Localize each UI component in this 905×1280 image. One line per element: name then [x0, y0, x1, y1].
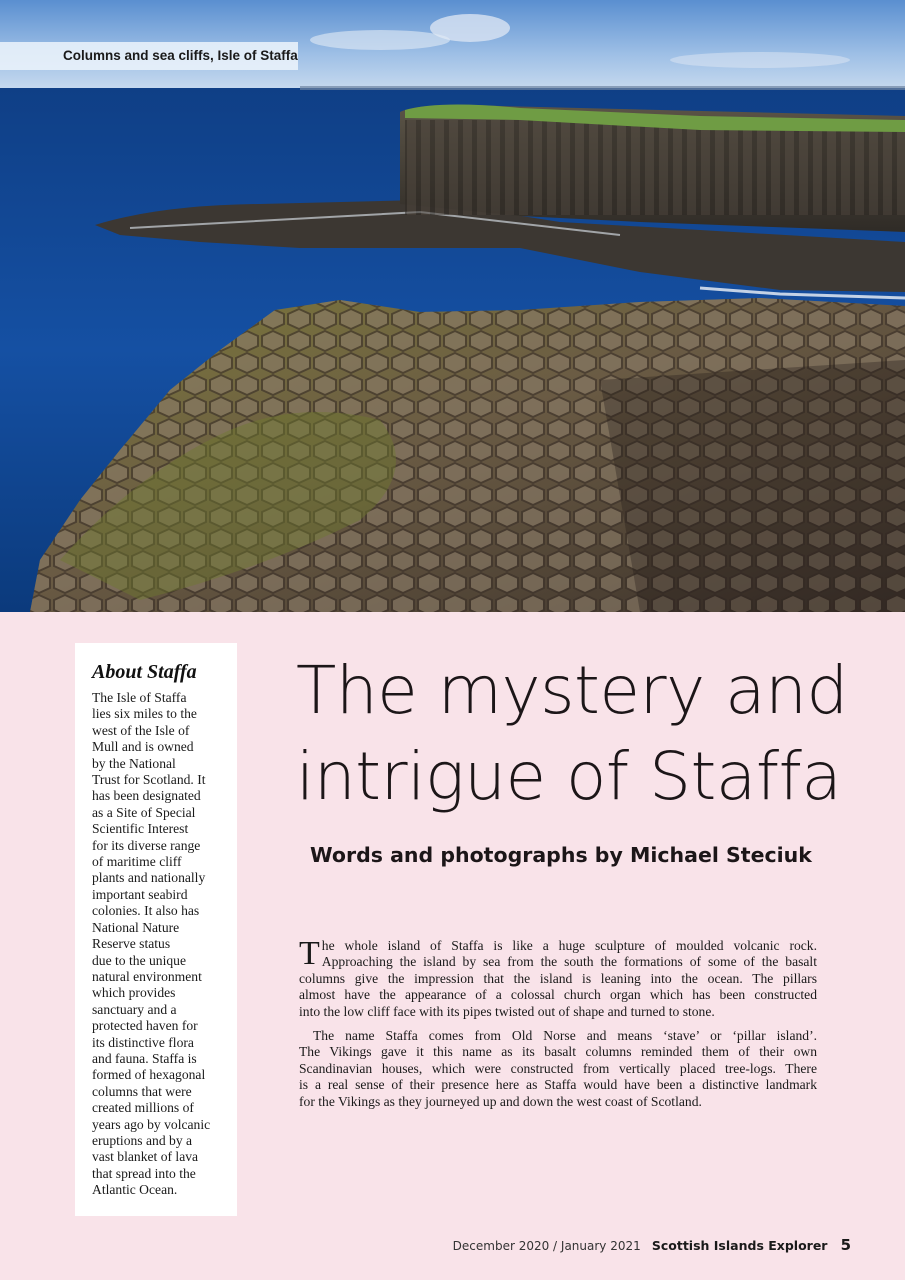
photo-caption: Columns and sea cliffs, Isle of Staffa [0, 42, 298, 70]
sidebar-line: The Isle of Staffa [92, 690, 187, 705]
article-paragraph-2 [299, 1028, 817, 1110]
sidebar-line: National Nature [92, 919, 180, 935]
sidebar-line: plants and nationally [92, 870, 206, 886]
sidebar-line: lies six miles to the [92, 706, 197, 722]
headline-line-1: The mystery and [296, 652, 848, 729]
sidebar-line: as a Site of Special [92, 804, 196, 820]
sidebar-line: important seabird [92, 886, 188, 902]
sidebar-line: due to the unique [92, 952, 187, 968]
sidebar-title: About Staffa [92, 661, 197, 683]
about-staffa-sidebar [75, 643, 237, 1216]
article-line: is a real sense of their presence here as Staffa would have been a distinctive landmark [299, 1077, 817, 1093]
article-line: almost have the appearance of a colossal church organ which has been constructed [299, 987, 817, 1003]
article-paragraph-1 [299, 935, 817, 1020]
drop-cap: T [299, 935, 320, 972]
sidebar-line: columns that were [92, 1083, 192, 1099]
sidebar-line: Reserve status [92, 936, 171, 952]
sidebar-line: by the National [92, 755, 176, 771]
article-line: Scandinavian houses, which were constructed from vertically placed tree-logs. There [299, 1060, 817, 1076]
sidebar-line: that spread into the [92, 1165, 196, 1181]
hero-photo [0, 0, 905, 612]
sidebar-line: and fauna. Staffa is [92, 1050, 197, 1066]
sidebar-line: Mull and is owned [92, 739, 194, 755]
article-line: The Vikings gave it this name as its basalt columns reminded them of their own [299, 1044, 817, 1060]
article-line: columns give the impression that the island is leaning into the ocean. The pillars [299, 970, 817, 986]
sidebar-line: formed of hexagonal [92, 1067, 206, 1083]
sidebar-line: colonies. It also has [92, 903, 200, 919]
sidebar-line: Atlantic Ocean. [92, 1182, 178, 1198]
sidebar-line: natural environment [92, 968, 202, 984]
sidebar-line: of maritime cliff [92, 854, 182, 870]
staffa-landscape-illustration [0, 0, 905, 612]
page-footer [453, 1235, 851, 1254]
sidebar-line: for its diverse range [92, 837, 201, 853]
sidebar-line: west of the Isle of [92, 722, 190, 738]
article-line: Approaching the island by sea from the south the formations of some of the basalt [321, 954, 817, 970]
sidebar-line: which provides [92, 985, 176, 1001]
issue-date: December 2020 / January 2021 [452, 1239, 641, 1253]
sidebar-line: protected haven for [92, 1018, 198, 1034]
page-number: 5 [840, 1236, 851, 1254]
sidebar-line: vast blanket of lava [92, 1149, 199, 1165]
article-byline: Words and photographs by Michael Steciuk [310, 843, 812, 867]
sidebar-line: sanctuary and a [92, 1001, 177, 1017]
sidebar-line: has been designated [92, 788, 201, 804]
sidebar-line: eruptions and by a [92, 1132, 193, 1148]
sidebar-body [92, 690, 227, 1199]
article-headline [296, 648, 876, 820]
magazine-name: Scottish Islands Explorer [651, 1238, 828, 1253]
sidebar-line: Scientific Interest [92, 821, 189, 837]
headline-line-2: intrigue of Staffa [296, 738, 842, 815]
article-line: he whole island of Staffa is like a huge sculpture of moulded volcanic rock. [321, 938, 817, 953]
article-line: for the Vikings as they journeyed up and down the west coast of Scotland. [299, 1093, 702, 1109]
sidebar-line: its distinctive flora [92, 1034, 194, 1050]
article-line: The name Staffa comes from Old Norse and means ‘stave’ or ‘pillar island’. [313, 1028, 817, 1044]
sidebar-line: years ago by volcanic [92, 1116, 211, 1132]
article-line: into the low cliff face with its pipes twisted out of shape and turned to stone. [299, 1003, 715, 1019]
sidebar-line: created millions of [92, 1100, 194, 1116]
article-body [299, 935, 817, 1118]
sidebar-line: Trust for Scotland. It [92, 772, 206, 788]
